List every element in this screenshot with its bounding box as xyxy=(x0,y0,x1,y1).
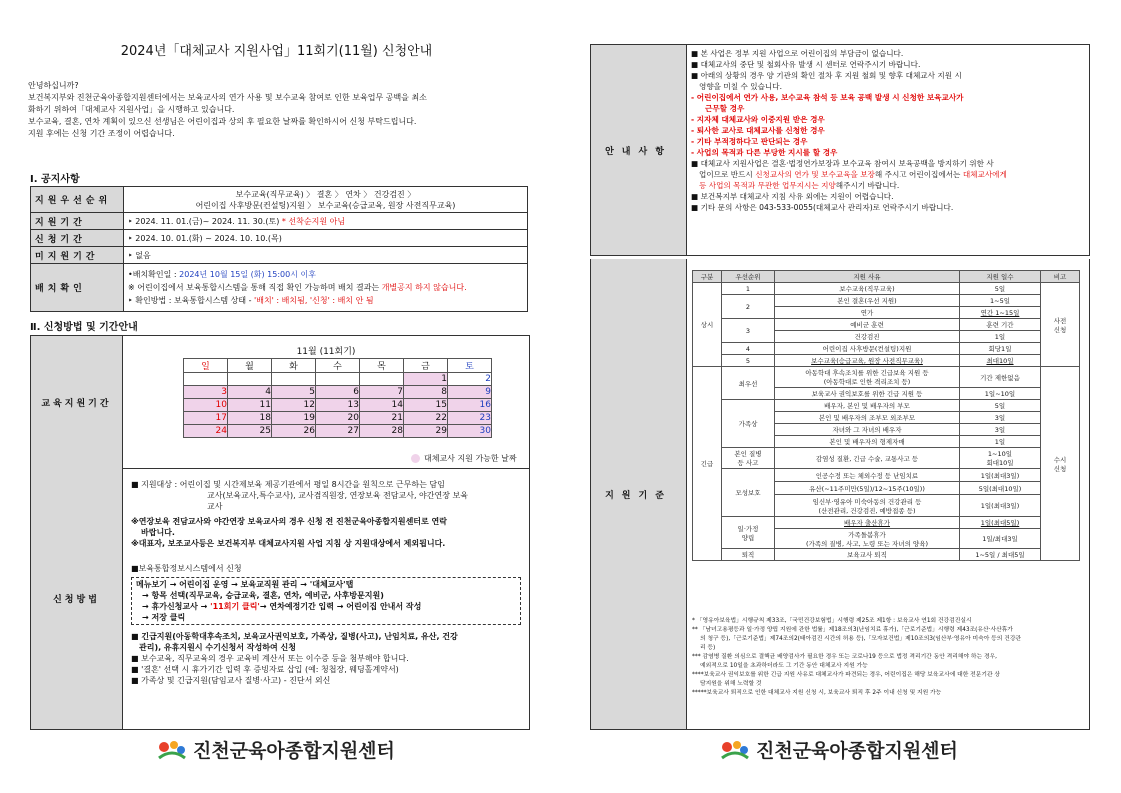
calendar-cell: 27 xyxy=(316,425,360,438)
apply-value: ‣ 2024. 10. 01.(화) ~ 2024. 10. 10.(목) xyxy=(124,230,528,247)
center-logo-text: 진천군육아종합지원센터 xyxy=(756,740,958,762)
day-header: 일 xyxy=(184,359,228,373)
center-logo xyxy=(720,736,958,763)
calendar xyxy=(183,358,492,438)
section-heading-notice: Ⅰ. 공지사항 xyxy=(30,174,80,185)
calendar-cell: 7 xyxy=(360,386,404,399)
priority-cell: 본인 질병 등 사고 xyxy=(722,448,775,469)
days-cell: 1일/최대3일 xyxy=(960,529,1041,549)
calendar-cell: 14 xyxy=(360,399,404,412)
day-header: 월 xyxy=(228,359,272,373)
calendar-cell: 30 xyxy=(448,425,492,438)
intro-line: 안녕하십니까? xyxy=(28,81,79,90)
footnote: 리 등) xyxy=(700,645,716,651)
calendar-cell: 3 xyxy=(184,386,228,399)
days-cell: 3일 xyxy=(960,424,1041,436)
calendar-cell: 15 xyxy=(404,399,448,412)
intro-line: 지원 후에는 신청 기간 조정이 어렵습니다. xyxy=(28,129,175,138)
days-cell: 1일~10일 xyxy=(960,388,1041,400)
calendar-month: 11월 (11회기) xyxy=(296,347,356,357)
notice-highlight: 등 사업의 목적과 무관한 업무지시는 지양 xyxy=(699,181,836,190)
method-note: 바랍니다. xyxy=(141,528,175,537)
method-step: → 저장 클릭 xyxy=(142,613,186,622)
day-header: 금 xyxy=(404,359,448,373)
notice-reason: 근무할 경우 xyxy=(705,104,745,113)
method-system: ■보육통합정보시스템에서 신청 xyxy=(131,564,242,573)
footnote: 담지원을 위해 노력할 것 xyxy=(700,681,762,687)
calendar-cell: 6 xyxy=(316,386,360,399)
method-step: → 항목 선택(직무교육, 승급교육, 결혼, 연차, 예비군, 사후방문지원) xyxy=(142,591,384,600)
calendar-cell: 23 xyxy=(448,412,492,425)
intro-line: 보수교육, 결혼, 연차 계획이 있으신 선생님은 어린이집과 상의 후 필요한 날짜를 확인하시어 신청 부탁드립니다. xyxy=(28,117,417,126)
confirm-status: '배치' : 배치됨, '신청' : 배치 안 됨 xyxy=(254,296,374,305)
category-cell: 긴급 xyxy=(693,367,722,561)
reason-cell: 보육교사 퇴직 xyxy=(775,549,960,561)
legend-dot-icon xyxy=(411,454,420,463)
calendar-cell: 1 xyxy=(404,373,448,386)
day-header: 화 xyxy=(272,359,316,373)
intro-line: 화하기 위하여「대체교사 지원사업」을 시행하고 있습니다. xyxy=(28,105,235,114)
days-cell: 기간 제한없음 xyxy=(960,367,1041,388)
confirm-date: 2024년 10월 15일 (화) 15:00시 이후 xyxy=(179,270,316,279)
center-logo xyxy=(157,736,395,763)
notice-line: ■ 기타 문의 사항은 043-533-0055(대체교사 관리자)로 연락주시기 바랍니다. xyxy=(691,203,954,212)
notice-highlight: 신청교사의 연가 및 보수교육을 보장 xyxy=(755,170,875,179)
confirm-text: ‣ 확인방법 : 보육통합시스템 상태 - xyxy=(128,296,255,305)
calendar-cell xyxy=(228,373,272,386)
calendar-cell: 5 xyxy=(272,386,316,399)
method-step: 메뉴보기 → 어린이집 운영 → 보육교직원 관리 → '대체교사'탭 xyxy=(136,580,354,589)
criteria-label: 지원기준 xyxy=(591,259,687,729)
reason-cell: 가족돌봄휴가 (가족의 질병, 사고, 노령 또는 자녀의 양육) xyxy=(775,529,960,549)
notice-line: ■ 아래의 상황의 경우 양 기관의 확인 절차 후 지원 철회 및 향후 대체교사 지원 시 xyxy=(691,71,962,80)
calendar-cell: 10 xyxy=(184,399,228,412)
footnote: 의 청구 등),「근로기준법」제74조의2(태아검진 시간의 허용 등),「모자보건법」제10조의3(임산부·영유아 미숙아 등의 건강관 xyxy=(700,636,1022,642)
reason-cell: 아동학대 후속조치를 위한 긴급보육 지원 등 (아동학대로 인한 격리조치 등) xyxy=(775,367,960,388)
priority-cell: 2 xyxy=(722,295,775,319)
day-header: 토 xyxy=(448,359,492,373)
method-doc: ■ '결혼' 선택 시 휴가기간 입력 후 증빙자료 삽입 (예: 청첩장, 웨딩홀계약서) xyxy=(131,665,399,674)
priority-cell: 1 xyxy=(722,283,775,295)
calendar-cell: 28 xyxy=(360,425,404,438)
notice-reason: - 퇴사한 교사로 대체교사를 신청한 경우 xyxy=(691,126,825,135)
calendar-block xyxy=(30,335,530,469)
notice-line: 업이므로 반드시 xyxy=(699,170,756,179)
reason-cell: 임신부·영유아 미숙아동의 건강관리 등 (산전관리, 건강검진, 예방접종 등) xyxy=(775,495,960,517)
category-cell: 상시 xyxy=(693,283,722,367)
days-cell: 최대10일 xyxy=(960,355,1041,367)
days-cell: 1일(최대5일) xyxy=(960,517,1041,529)
notice-reason: - 어린이집에서 연가 사용, 보수교육 참석 등 보육 공백 발생 시 신청한 보육교사가 xyxy=(691,93,964,102)
calendar-cell xyxy=(184,373,228,386)
method-step: → 휴가신청교사 → xyxy=(142,602,211,611)
reason-cell: 예비군 훈련 xyxy=(775,319,960,331)
days-cell: 1일(최대3일) xyxy=(960,469,1041,482)
notice-line: 영향을 미칠 수 있습니다. xyxy=(699,82,783,91)
reason-cell: 보수교육(승급교육, 원장 사전직무교육) xyxy=(775,355,960,367)
reason-cell: 어린이집 사후방문(컨설팅)지원 xyxy=(775,343,960,355)
reason-cell: 건강검진 xyxy=(775,331,960,343)
reason-cell: 본인 결혼(우선 지원) xyxy=(775,295,960,307)
days-cell: 1~5일 xyxy=(960,295,1041,307)
notice-line: ■ 대체교사 지원사업은 결혼·법정연가보장과 보수교육 참여시 보육공백을 방지하기 위한 사 xyxy=(691,159,994,168)
calendar-cell xyxy=(272,373,316,386)
priority-cell: 5 xyxy=(722,355,775,367)
confirm-text: •배치확인일 : xyxy=(128,270,180,279)
calendar-cell: 11 xyxy=(228,399,272,412)
notice-block xyxy=(590,44,1090,256)
method-doc: ■ 보수교육, 직무교육의 경우 교육비 계산서 또는 이수증 등을 첨부해야 합니다. xyxy=(131,654,409,663)
method-block xyxy=(30,467,530,730)
reason-cell: 인공수정 또는 체외수정 등 난임치료 xyxy=(775,469,960,482)
calendar-label: 교육지원기간 xyxy=(31,336,123,468)
calendar-cell: 26 xyxy=(272,425,316,438)
day-header: 수 xyxy=(316,359,360,373)
calendar-cell: 9 xyxy=(448,386,492,399)
calendar-cell: 18 xyxy=(228,412,272,425)
reason-cell: 자녀와 그 자녀의 배우자 xyxy=(775,424,960,436)
days-cell: 1~10일 회대10일 xyxy=(960,448,1041,469)
reason-cell: 본인 및 배우자의 형제자매 xyxy=(775,436,960,448)
notice-table xyxy=(30,186,528,312)
notice-reason: - 사업의 목적과 다른 부당한 지시를 할 경우 xyxy=(691,148,838,157)
days-cell: 1일(최대3일) xyxy=(960,495,1041,517)
calendar-legend xyxy=(411,453,517,464)
unfilled-label: 미지원기간 xyxy=(31,247,124,264)
days-cell: 1~5일 / 최대5일 xyxy=(960,549,1041,561)
method-step: → 연차예정기간 입력 → 어린이집 안내서 작성 xyxy=(259,602,422,611)
day-header: 목 xyxy=(360,359,404,373)
priority-cell: 4 xyxy=(722,343,775,355)
calendar-cell: 29 xyxy=(404,425,448,438)
calendar-cell: 12 xyxy=(272,399,316,412)
footnote: ****보육교사 권익보호를 위한 긴급 지원 사유로 대체교사가 파견되는 경우, 어린이집은 해당 보육교사에 대한 전문기관 상 xyxy=(692,672,1001,678)
section-heading-method: Ⅱ. 신청방법 및 기간안내 xyxy=(30,322,138,333)
method-target: 교사(보육교사,특수교사), 교사겸직원장, 연장보육 전담교사, 야간연장 보육 xyxy=(207,491,468,500)
calendar-cell: 4 xyxy=(228,386,272,399)
left-page xyxy=(0,0,553,793)
reason-cell: 유산(~11주미만(5일)/12~15주(10일)) xyxy=(775,482,960,495)
reason-cell: 배우자, 본인 및 배우자의 부모 xyxy=(775,400,960,412)
calendar-cell xyxy=(316,373,360,386)
days-cell: 연간 1~15일 xyxy=(960,307,1041,319)
calendar-cell: 17 xyxy=(184,412,228,425)
footnote: ** 「남녀고용평등과 일·가정 양립 지원에 관한 법률」제18조의3(난임치료 휴가),「근로기준법」시행령 제43조(유산·사산휴가 xyxy=(692,627,1013,633)
page-title: 2024년「대체교사 지원사업」11회기(11월) 신청안내 xyxy=(120,44,433,59)
apply-label: 신청기간 xyxy=(31,230,124,247)
criteria-header: 지원 일수 xyxy=(960,271,1041,283)
period-value: ‣ 2024. 11. 01.(금)~ 2024. 11. 30.(토) xyxy=(128,216,280,226)
method-note: ※대표자, 보조교사등은 보건복지부 대체교사지원 사업 지침 상 지원대상에서 제외됩니다. xyxy=(131,539,446,548)
notice-reason: - 기타 부적정하다고 판단되는 경우 xyxy=(691,137,808,146)
criteria-header: 우선순위 xyxy=(722,271,775,283)
footnote: *** 감염병 질환 의심으로 결핵균 배양검사가 필요한 경우 또는 코로나19 등으로 법정 격리기간 동안 격리해야 하는 경우, xyxy=(692,654,997,660)
reason-cell: 연가 xyxy=(775,307,960,319)
legend-label: 대체교사 지원 가능한 날짜 xyxy=(424,454,517,463)
center-logo-text: 진천군육아종합지원센터 xyxy=(193,740,395,762)
days-cell: 3일 xyxy=(960,412,1041,424)
notice-line: ■ 보건복지부 대체교사 지침 사유 외에는 지원이 어렵습니다. xyxy=(691,192,894,201)
reason-cell: 보육교사 권익보호를 위한 긴급 지원 등 xyxy=(775,388,960,400)
center-logo-icon xyxy=(157,738,187,762)
reason-cell: 배우자 출산휴가 xyxy=(775,517,960,529)
footnote: *****보육교사 퇴직으로 인한 대체교사 지원 신청 시, 보육교사 퇴직 후 2주 이내 신청 및 지원 가능 xyxy=(692,690,942,696)
priority-line: 보수교육(직무교육) 〉 결혼 〉 연차 〉 건강검진 〉 xyxy=(235,189,416,199)
confirm-warning: 개별공지 하지 않습니다. xyxy=(381,283,467,292)
method-step-highlight: '11회기 클릭' xyxy=(210,602,260,611)
days-cell: 회당1일 xyxy=(960,343,1041,355)
method-steps xyxy=(131,577,521,625)
method-target: ■ 지원대상 : 어린이집 및 시간제보육 제공기관에서 평일 8시간을 원칙으로 근무하는 담임 xyxy=(131,480,445,489)
center-logo-icon xyxy=(720,738,750,762)
notice-label: 안내사항 xyxy=(591,45,687,255)
days-cell: 5일 xyxy=(960,400,1041,412)
unfilled-value: ‣ 없음 xyxy=(124,247,528,264)
calendar-cell: 13 xyxy=(316,399,360,412)
calendar-cell: 8 xyxy=(404,386,448,399)
method-content xyxy=(131,479,521,686)
note-cell: 사전 신청 xyxy=(1041,283,1080,367)
priority-cell: 최우선 xyxy=(722,367,775,400)
days-cell: 1일 xyxy=(960,331,1041,343)
footnote: * 「영유아보육법」시행규칙 제33조,「국민건강보험법」시행령 제25조 제1항 : 보육교사 연1회 건강검진실시 xyxy=(692,618,972,624)
calendar-cell: 2 xyxy=(448,373,492,386)
criteria-header: 비고 xyxy=(1041,271,1080,283)
priority-label: 지원우선순위 xyxy=(31,187,124,213)
priority-cell: 모성보호 xyxy=(722,469,775,517)
priority-line: 어린이집 사후방문(컨설팅)지원 〉 보수교육(승급교육, 원장 사전직무교육) xyxy=(195,200,456,210)
criteria-header: 지원 사유 xyxy=(775,271,960,283)
days-cell: 5일(최대10일) xyxy=(960,482,1041,495)
days-cell: 훈련 기간 xyxy=(960,319,1041,331)
reason-cell: 본인 및 배우자의 조부모 외조부모 xyxy=(775,412,960,424)
priority-cell: 퇴직 xyxy=(722,549,775,561)
period-label: 지원기간 xyxy=(31,213,124,230)
notice-line: 해주시기 바랍니다. xyxy=(835,181,900,190)
criteria-header: 구분 xyxy=(693,271,722,283)
footnotes xyxy=(692,617,1084,698)
calendar-cell: 16 xyxy=(448,399,492,412)
notice-content xyxy=(691,48,1085,213)
method-note: ※연장보육 전담교사와 야간연장 보육교사의 경우 신청 전 진천군육아종합지원센터로 연락 xyxy=(131,517,447,526)
method-urgent: ■ 긴급지원(아동학대후속조치, 보육교사권익보호, 가족상, 질병(사고), 난임치료, 유산, 건강 xyxy=(131,632,458,641)
method-target: 교사 xyxy=(207,502,223,511)
criteria-table xyxy=(692,270,1080,561)
notice-reason: - 지자체 대체교사와 이중지원 받은 경우 xyxy=(691,115,825,124)
calendar-cell: 20 xyxy=(316,412,360,425)
calendar-cell: 21 xyxy=(360,412,404,425)
confirm-label: 배치확인 xyxy=(31,264,124,312)
calendar-cell: 24 xyxy=(184,425,228,438)
calendar-cell: 22 xyxy=(404,412,448,425)
calendar-cell: 19 xyxy=(272,412,316,425)
reason-cell: 감염성 질환, 긴급 수술, 교통사고 등 xyxy=(775,448,960,469)
priority-cell: 일·가정 양립 xyxy=(722,517,775,549)
method-doc: ■ 가족상 및 긴급지원(담임교사 질병·사고) - 진단서 외신 xyxy=(131,676,331,685)
page-gap xyxy=(553,0,590,793)
confirm-text: ※ 어린이집에서 보육통합시스템을 통해 직접 확인 가능하며 배치 결과는 xyxy=(128,283,382,292)
intro-line: 보건복지부와 진천군육아종합지원센터에서는 보육교사의 연가 사용 및 보수교육 참여로 인한 보육업무 공백을 최소 xyxy=(28,93,427,102)
notice-line: 해 주시고 어린이집에서는 xyxy=(874,170,963,179)
priority-cell: 가족상 xyxy=(722,400,775,448)
calendar-cell xyxy=(360,373,404,386)
method-label: 신청방법 xyxy=(31,467,123,729)
calendar-cell: 25 xyxy=(228,425,272,438)
notice-highlight: 대체교사에게 xyxy=(962,170,1007,179)
intro-text xyxy=(28,80,538,140)
note-cell: 수시 신청 xyxy=(1041,367,1080,561)
notice-line: ■ 대체교사의 중단 및 철회사유 발생 시 센터로 연락주시기 바랍니다. xyxy=(691,60,921,69)
days-cell: 5일 xyxy=(960,283,1041,295)
method-urgent: 관리), 유휴지원시 수기신청서 작성하여 신청 xyxy=(139,643,296,652)
footnote: 예외적으로 10일을 초과하더라도 그 기간 동안 대체교사 지원 가능 xyxy=(700,663,868,669)
notice-line: ■ 본 사업은 정부 지원 사업으로 어린이집의 부담금이 없습니다. xyxy=(691,49,904,58)
reason-cell: 보수교육(직무교육) xyxy=(775,283,960,295)
days-cell: 1일 xyxy=(960,436,1041,448)
priority-cell: 3 xyxy=(722,319,775,343)
period-note: * 선착순지원 아님 xyxy=(281,216,346,226)
